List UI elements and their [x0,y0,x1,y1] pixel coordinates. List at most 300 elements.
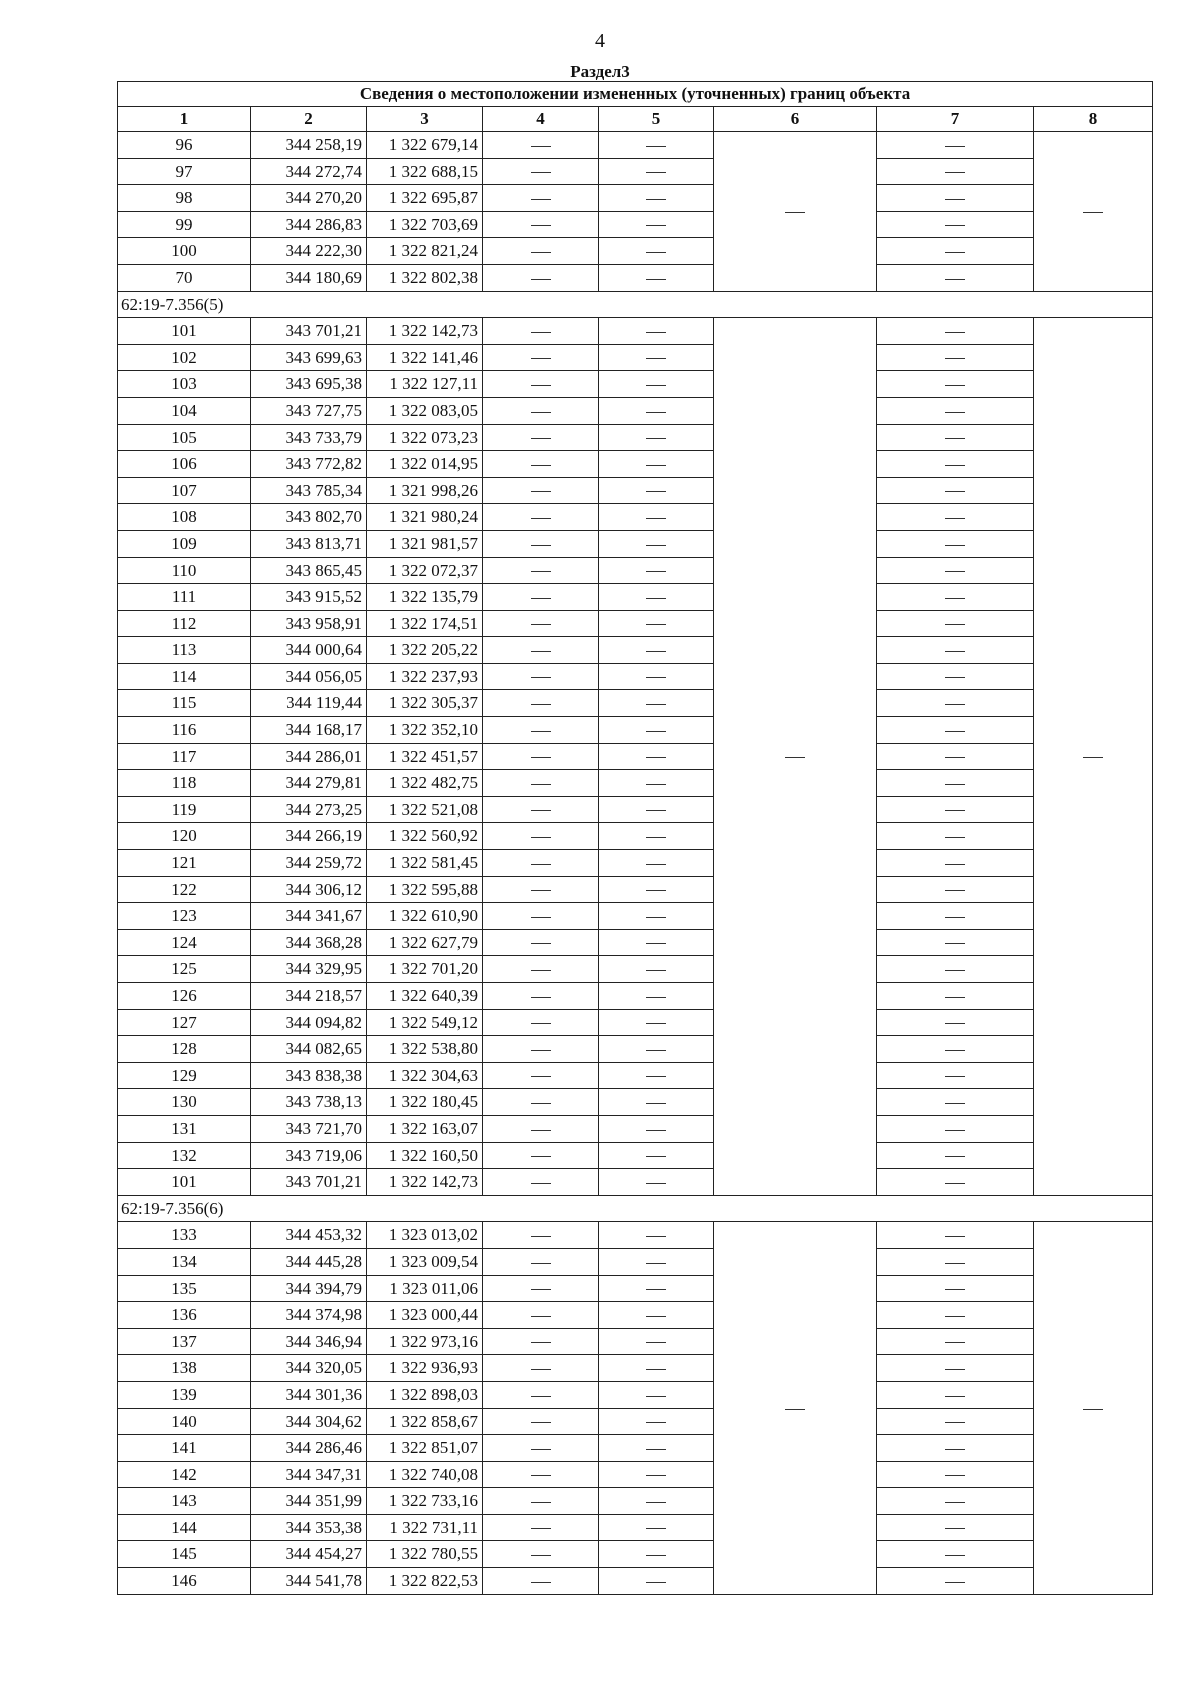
dash-mark [646,1183,666,1184]
dash-mark [531,1582,551,1583]
point-number-cell: 138 [118,1355,251,1382]
y-coordinate-cell: 1 322 560,92 [367,823,483,850]
column-4-cell [483,530,599,557]
point-number-cell: 111 [118,584,251,611]
x-coordinate-cell: 344 368,28 [251,929,367,956]
column-5-cell [599,344,714,371]
column-7-cell [877,1381,1034,1408]
point-number-cell: 106 [118,451,251,478]
y-coordinate-cell: 1 322 142,73 [367,1169,483,1196]
column-7-cell [877,530,1034,557]
dash-mark [646,1582,666,1583]
column-7-cell [877,1089,1034,1116]
column-5-cell [599,1381,714,1408]
column-4-cell [483,1355,599,1382]
column-4-cell [483,1514,599,1541]
dash-mark [1083,212,1103,213]
point-number-cell: 96 [118,132,251,159]
table-row [118,211,1153,238]
dash-mark [945,784,965,785]
dash-mark [945,1528,965,1529]
dash-mark [531,864,551,865]
dash-mark [945,997,965,998]
dash-mark [531,358,551,359]
column-5-cell [599,477,714,504]
point-number-cell: 101 [118,318,251,345]
dash-mark [945,279,965,280]
y-coordinate-cell: 1 322 174,51 [367,610,483,637]
table-row [118,264,1153,291]
x-coordinate-cell: 344 306,12 [251,876,367,903]
y-coordinate-cell: 1 323 011,06 [367,1275,483,1302]
column-5-cell [599,876,714,903]
point-number-cell: 127 [118,1009,251,1036]
column-7-cell [877,1328,1034,1355]
dash-mark [531,1342,551,1343]
point-number-cell: 105 [118,424,251,451]
dash-mark [531,1475,551,1476]
point-number-cell: 123 [118,903,251,930]
table-row [118,504,1153,531]
dash-mark [531,1156,551,1157]
table-row [118,158,1153,185]
x-coordinate-cell: 344 272,74 [251,158,367,185]
dash-mark [531,491,551,492]
dash-mark [945,731,965,732]
point-number-cell: 144 [118,1514,251,1541]
table-row [118,132,1153,159]
dash-mark [646,385,666,386]
y-coordinate-cell: 1 322 731,11 [367,1514,483,1541]
column-header: 2 [251,107,367,132]
column-5-cell [599,1541,714,1568]
dash-mark [531,172,551,173]
dash-mark [785,212,805,213]
point-number-cell: 146 [118,1568,251,1595]
point-number-cell: 131 [118,1115,251,1142]
column-7-cell [877,1009,1034,1036]
column-5-cell [599,1089,714,1116]
x-coordinate-cell: 344 000,64 [251,637,367,664]
dash-mark [646,810,666,811]
y-coordinate-cell: 1 322 160,50 [367,1142,483,1169]
dash-mark [531,1449,551,1450]
point-number-cell: 108 [118,504,251,531]
column-4-cell [483,1036,599,1063]
dash-mark [531,731,551,732]
dash-mark [945,757,965,758]
column-4-cell [483,1009,599,1036]
point-number-cell: 118 [118,770,251,797]
point-number-cell: 100 [118,238,251,265]
column-4-cell [483,690,599,717]
column-4-cell [483,584,599,611]
table-row [118,1142,1153,1169]
dash-mark [785,1409,805,1410]
dash-mark [646,1236,666,1237]
x-coordinate-cell: 344 119,44 [251,690,367,717]
dash-mark [646,731,666,732]
dash-mark [945,677,965,678]
point-number-cell: 140 [118,1408,251,1435]
column-7-cell [877,770,1034,797]
dash-mark [531,518,551,519]
dash-mark [945,385,965,386]
dash-mark [646,837,666,838]
column-6-merged-cell [714,132,877,292]
y-coordinate-cell: 1 322 581,45 [367,850,483,877]
x-coordinate-cell: 344 286,46 [251,1435,367,1462]
x-coordinate-cell: 344 341,67 [251,903,367,930]
dash-mark [531,651,551,652]
x-coordinate-cell: 343 865,45 [251,557,367,584]
column-header: 7 [877,107,1034,132]
dash-mark [531,146,551,147]
dash-mark [945,1502,965,1503]
column-5-cell [599,530,714,557]
table-row [118,1302,1153,1329]
x-coordinate-cell: 344 351,99 [251,1488,367,1515]
point-number-cell: 116 [118,717,251,744]
column-7-cell [877,610,1034,637]
column-4-cell [483,876,599,903]
table-row [118,557,1153,584]
column-4-cell [483,610,599,637]
dash-mark [945,465,965,466]
dash-mark [945,412,965,413]
table-row [118,397,1153,424]
point-number-cell: 99 [118,211,251,238]
column-4-cell [483,504,599,531]
y-coordinate-cell: 1 322 936,93 [367,1355,483,1382]
dash-mark [646,1076,666,1077]
y-coordinate-cell: 1 322 482,75 [367,770,483,797]
point-number-cell: 114 [118,663,251,690]
dash-mark [945,1130,965,1131]
dash-mark [531,1528,551,1529]
column-4-cell [483,158,599,185]
column-5-cell [599,1355,714,1382]
y-coordinate-cell: 1 322 305,37 [367,690,483,717]
column-4-cell [483,770,599,797]
column-5-cell [599,1488,714,1515]
dash-mark [945,1369,965,1370]
table-row [118,850,1153,877]
table-row [118,477,1153,504]
table-row [118,185,1153,212]
dash-mark [646,704,666,705]
table-row [118,956,1153,983]
dash-mark [531,571,551,572]
x-coordinate-cell: 343 701,21 [251,1169,367,1196]
column-5-cell [599,185,714,212]
column-5-cell [599,371,714,398]
dash-mark [531,199,551,200]
column-4-cell [483,663,599,690]
y-coordinate-cell: 1 322 802,38 [367,264,483,291]
column-7-cell [877,1488,1034,1515]
column-7-cell [877,1461,1034,1488]
point-number-cell: 103 [118,371,251,398]
column-5-cell [599,238,714,265]
dash-mark [945,864,965,865]
dash-mark [531,624,551,625]
column-4-cell [483,185,599,212]
y-coordinate-cell: 1 322 973,16 [367,1328,483,1355]
x-coordinate-cell: 344 394,79 [251,1275,367,1302]
column-7-cell [877,876,1034,903]
dash-mark [531,917,551,918]
column-7-cell [877,1302,1034,1329]
column-4-cell [483,1461,599,1488]
table-row [118,1062,1153,1089]
x-coordinate-cell: 344 279,81 [251,770,367,797]
dash-mark [646,1369,666,1370]
point-number-cell: 139 [118,1381,251,1408]
column-5-cell [599,663,714,690]
dash-mark [531,1023,551,1024]
column-7-cell [877,983,1034,1010]
dash-mark [945,810,965,811]
y-coordinate-cell: 1 322 595,88 [367,876,483,903]
column-7-cell [877,663,1034,690]
point-number-cell: 117 [118,743,251,770]
column-7-cell [877,1541,1034,1568]
column-4-cell [483,238,599,265]
column-4-cell [483,344,599,371]
column-8-merged-cell [1034,318,1153,1196]
table-row [118,1275,1153,1302]
group-header-row [118,291,1153,318]
y-coordinate-cell: 1 322 780,55 [367,1541,483,1568]
y-coordinate-cell: 1 322 610,90 [367,903,483,930]
column-7-cell [877,1568,1034,1595]
x-coordinate-cell: 344 541,78 [251,1568,367,1595]
dash-mark [646,1528,666,1529]
column-4-cell [483,1248,599,1275]
column-5-cell [599,1142,714,1169]
dash-mark [646,1555,666,1556]
column-4-cell [483,1089,599,1116]
column-5-cell [599,1275,714,1302]
point-number-cell: 104 [118,397,251,424]
column-7-cell [877,850,1034,877]
point-number-cell: 102 [118,344,251,371]
y-coordinate-cell: 1 322 740,08 [367,1461,483,1488]
column-5-cell [599,1408,714,1435]
column-4-cell [483,743,599,770]
dash-mark [646,1103,666,1104]
column-5-cell [599,1169,714,1196]
dash-mark [531,970,551,971]
column-6-merged-cell [714,318,877,1196]
dash-mark [531,1076,551,1077]
y-coordinate-cell: 1 322 135,79 [367,584,483,611]
column-5-cell [599,1568,714,1595]
column-4-cell [483,1408,599,1435]
dash-mark [1083,757,1103,758]
dash-mark [531,704,551,705]
column-5-cell [599,1302,714,1329]
column-7-cell [877,1115,1034,1142]
column-4-cell [483,1115,599,1142]
column-7-cell [877,956,1034,983]
x-coordinate-cell: 343 772,82 [251,451,367,478]
dash-mark [945,1236,965,1237]
column-4-cell [483,371,599,398]
dash-mark [531,1263,551,1264]
dash-mark [945,1555,965,1556]
column-4-cell [483,264,599,291]
dash-mark [646,1396,666,1397]
dash-mark [531,412,551,413]
dash-mark [945,1582,965,1583]
column-7-cell [877,1142,1034,1169]
column-4-cell [483,1302,599,1329]
dash-mark [646,1289,666,1290]
dash-mark [945,1396,965,1397]
column-8-merged-cell [1034,132,1153,292]
y-coordinate-cell: 1 322 688,15 [367,158,483,185]
column-5-cell [599,690,714,717]
y-coordinate-cell: 1 322 141,46 [367,344,483,371]
dash-mark [531,890,551,891]
point-number-cell: 113 [118,637,251,664]
column-5-cell [599,264,714,291]
column-7-cell [877,717,1034,744]
dash-mark [945,358,965,359]
x-coordinate-cell: 343 733,79 [251,424,367,451]
x-coordinate-cell: 344 222,30 [251,238,367,265]
dash-mark [945,1263,965,1264]
x-coordinate-cell: 343 915,52 [251,584,367,611]
column-5-cell [599,451,714,478]
column-7-cell [877,1355,1034,1382]
x-coordinate-cell: 344 286,01 [251,743,367,770]
column-4-cell [483,1062,599,1089]
column-5-cell [599,1435,714,1462]
table-row [118,238,1153,265]
point-number-cell: 115 [118,690,251,717]
y-coordinate-cell: 1 322 821,24 [367,238,483,265]
dash-mark [646,864,666,865]
table-row [118,1089,1153,1116]
column-5-cell [599,956,714,983]
table-row [118,1169,1153,1196]
column-header: 3 [367,107,483,132]
x-coordinate-cell: 343 721,70 [251,1115,367,1142]
x-coordinate-cell: 344 094,82 [251,1009,367,1036]
table-row [118,1541,1153,1568]
table-row [118,1568,1153,1595]
dash-mark [646,491,666,492]
table-row [118,318,1153,345]
dash-mark [646,890,666,891]
column-4-cell [483,1488,599,1515]
column-4-cell [483,397,599,424]
column-5-cell [599,1036,714,1063]
column-4-cell [483,451,599,478]
y-coordinate-cell: 1 322 352,10 [367,717,483,744]
y-coordinate-cell: 1 321 981,57 [367,530,483,557]
dash-mark [646,1449,666,1450]
y-coordinate-cell: 1 322 538,80 [367,1036,483,1063]
boundary-coordinates-table [117,81,1153,1595]
column-7-cell [877,1435,1034,1462]
x-coordinate-cell: 344 346,94 [251,1328,367,1355]
x-coordinate-cell: 344 259,72 [251,850,367,877]
table-row [118,1435,1153,1462]
x-coordinate-cell: 343 785,34 [251,477,367,504]
point-number-cell: 109 [118,530,251,557]
x-coordinate-cell: 344 180,69 [251,264,367,291]
dash-mark [646,1316,666,1317]
dash-mark [531,1369,551,1370]
point-number-cell: 110 [118,557,251,584]
dash-mark [646,279,666,280]
dash-mark [531,1316,551,1317]
column-5-cell [599,903,714,930]
column-8-merged-cell [1034,1222,1153,1594]
dash-mark [646,412,666,413]
column-header: 5 [599,107,714,132]
y-coordinate-cell: 1 322 701,20 [367,956,483,983]
dash-mark [531,385,551,386]
column-5-cell [599,1328,714,1355]
point-number-cell: 134 [118,1248,251,1275]
dash-mark [945,545,965,546]
column-4-cell [483,424,599,451]
dash-mark [531,279,551,280]
column-7-cell [877,1408,1034,1435]
x-coordinate-cell: 343 719,06 [251,1142,367,1169]
column-7-cell [877,158,1034,185]
dash-mark [945,970,965,971]
column-7-cell [877,344,1034,371]
column-5-cell [599,637,714,664]
dash-mark [945,704,965,705]
dash-mark [646,598,666,599]
column-7-cell [877,637,1034,664]
table-caption: Сведения о местоположении измененных (уточненных) границ объекта [118,82,1153,107]
column-4-cell [483,1435,599,1462]
column-7-cell [877,1062,1034,1089]
column-5-cell [599,504,714,531]
page-number: 4 [595,30,605,52]
dash-mark [945,624,965,625]
table-row [118,663,1153,690]
dash-mark [531,1555,551,1556]
x-coordinate-cell: 344 329,95 [251,956,367,983]
table-row [118,530,1153,557]
dash-mark [945,225,965,226]
point-number-cell: 125 [118,956,251,983]
dash-mark [531,1236,551,1237]
dash-mark [646,358,666,359]
dash-mark [646,332,666,333]
dash-mark [646,784,666,785]
x-coordinate-cell: 344 270,20 [251,185,367,212]
dash-mark [646,571,666,572]
point-number-cell: 132 [118,1142,251,1169]
dash-mark [646,1502,666,1503]
column-5-cell [599,211,714,238]
column-5-cell [599,158,714,185]
column-7-cell [877,424,1034,451]
dash-mark [531,332,551,333]
dash-mark [945,1475,965,1476]
y-coordinate-cell: 1 322 733,16 [367,1488,483,1515]
